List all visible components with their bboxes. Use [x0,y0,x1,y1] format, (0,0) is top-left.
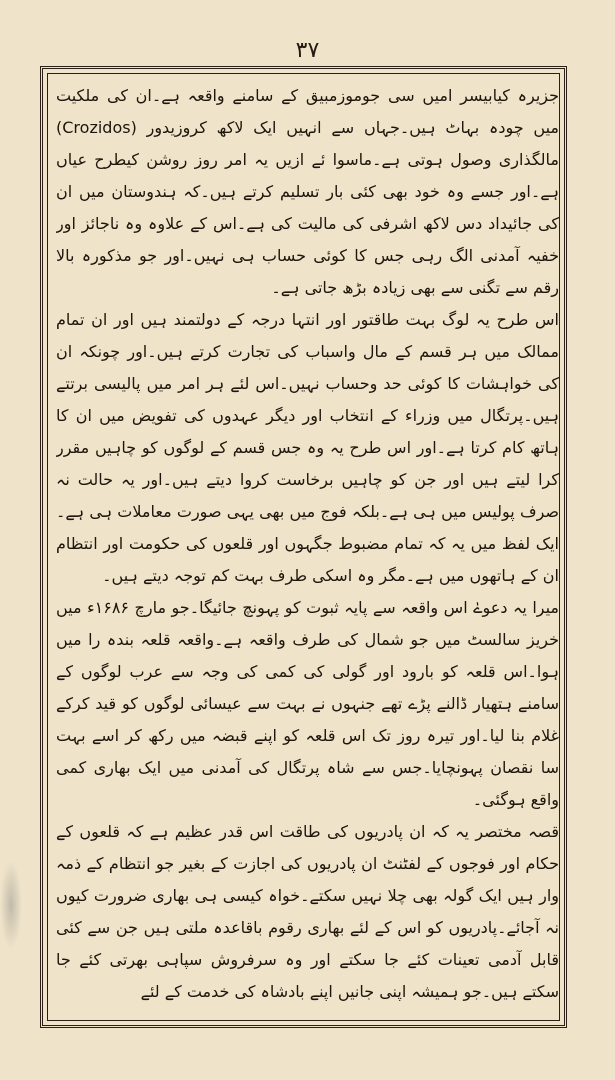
paragraph-1: جزیرہ کیابیسر امیں سی جوموزمبیق کے سامنے واقعہ ہے۔ان کی ملکیت میں چودہ بہاٹ ہیں۔جہاں سے انہیں ایک لاکھ کروزیدور (Crozidos) مالگذاری وصول ہوتی ہے۔ماسوا ئے ازیں یہ امر روز روشن کیطرح عیاں ہے۔اور جسے وہ خود بھی کئی بار تسلیم کرتے ہیں۔کہ ہندوستان میں ان کی جائیداد دس لاکھ اشرفی کی مالیت کی ہے۔اس کے علاوہ وہ ناجائز اور خفیہ آمدنی الگ رہی جس کا کوئی حساب ہی نہیں۔اور جو مذکورہ بالا رقم سے تگنی سے بھی زیادہ بڑھ جاتی ہے۔ [56,86,559,297]
page-number: ۳۷ [295,38,320,63]
body-text [56,80,559,1015]
paper-stain [0,860,22,950]
paragraph-2: اس طرح یہ لوگ بہت طاقتور اور انتہا درجہ کے دولتمند ہیں اور ان تمام ممالک میں ہر قسم کے مال واسباب کی تجارت کرتے ہیں۔اور چونکہ ان کی خواہشات کا کوئی حد وحساب نہیں۔اس لئے ہر امر میں پالیسی برتتے ہیں۔پرتگال میں وزراء کے انتخاب اور دیگر عہدوں کی تفویض میں ان کا ہاتھ کام کرتا ہے۔اور اس طرح یہ وہ جس قسم کے لوگوں کو چاہیں مقرر کرا لیتے ہیں اور جن کو چاہیں برخاست کروا دیتے ہیں۔اور یہ حالت نہ صرف پولیس میں ہی ہے۔بلکہ فوج میں بھی یہی صورت معاملات ہی ہے۔ایک لفظ میں یہ کہ تمام مضبوط جگہوں اور قلعوں کی حکومت اور انتظام ان کے ہاتھوں میں ہے۔مگر وہ اسکی طرف بہت کم توجہ دیتے ہیں۔ [56,310,559,585]
paragraph-4: قصہ مختصر یہ کہ ان پادریوں کی طاقت اس قدر عظیم ہے کہ قلعوں کے حکام اور فوجوں کے لفٹنٹ ان پادریوں کی اجازت کے بغیر جو انتظام کے ذمہ وار ہیں ایک گولہ بھی چلا نہیں سکتے۔خواہ کیسی ہی بھاری ضرورت کیوں نہ آجائے۔پادریوں کو اس کے لئے بھاری رقوم باقاعدہ ملتی ہیں جن سے کئی قابل آدمی تعینات کئے جا سکتے اور وہ سرفروش سپاہی بھرتی کئے جا سکتے ہیں۔جو ہمیشہ اپنی جانیں اپنے بادشاہ کی خدمت کے لئے [56,822,559,1001]
paragraph-3: میرا یہ دعوےٰ اس واقعہ سے پایہ ثبوت کو پہونچ جائیگا۔جو مارچ ۱۶۸۶ء میں خریز سالسٹ میں جو شمال کی طرف واقعہ ہے۔واقعہ قلعہ بندہ را میں ہوا۔اس قلعہ کو بارود اور گولی کی کمی کی وجہ سے عرب لوگوں کے سامنے ہتھیار ڈالنے پڑے تھے جنہوں نے بہت سے عیسائی لوگوں کو قید کرکے غلام بنا لیا۔اور تیرہ روز تک اس قلعہ کو اپنے قبضہ میں رکھ کر اسے بہت سا نقصان پہونچایا۔جس سے شاہ پرتگال کی آمدنی میں ایک بھاری کمی واقع ہوگئی۔ [56,598,559,809]
